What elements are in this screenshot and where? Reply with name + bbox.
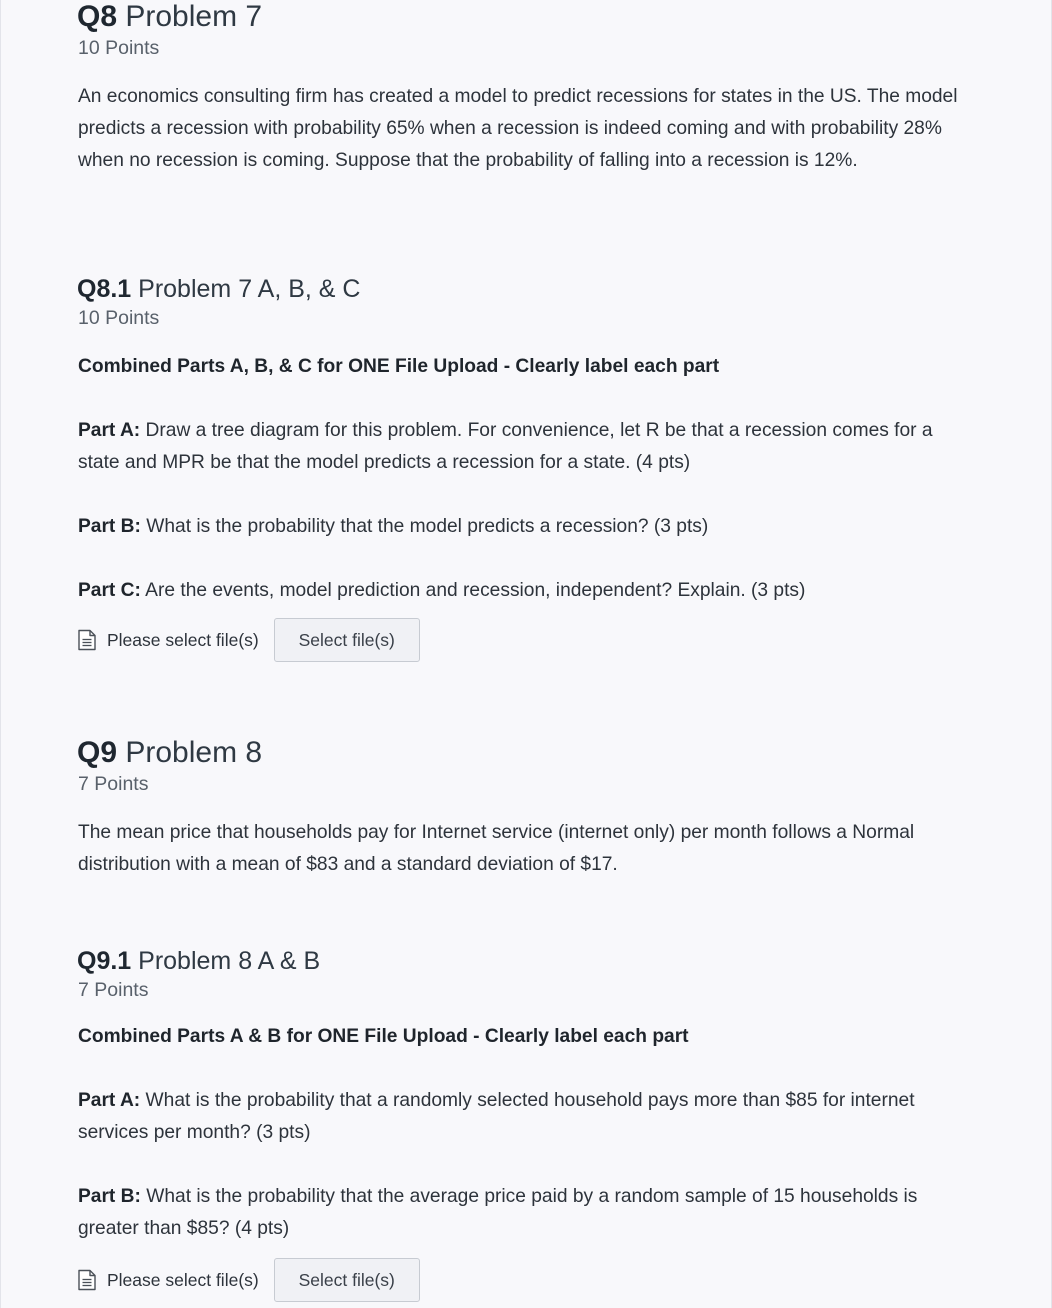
part-a-text: Draw a tree diagram for this problem. For convenience, let R be that a recession comes for a state and MPR be that the model predicts a recession for a state. (4 pts) <box>78 420 933 473</box>
part-a-label: Part A: <box>78 1090 141 1111</box>
question-heading-q8 <box>77 0 262 34</box>
question-number: Q9 <box>77 736 118 769</box>
question-heading-q8-1 <box>77 275 360 304</box>
question-description: The mean price that households pay for Internet service (internet only) per month follows a Normal distribution with a mean of $83 and a standard deviation of $17. <box>78 822 915 875</box>
question-number: Q9.1 <box>77 947 132 975</box>
select-files-button[interactable]: Select file(s) <box>274 1258 420 1302</box>
question-heading-q9 <box>77 736 262 770</box>
question-points: 10 Points <box>78 307 160 329</box>
part-a-label: Part A: <box>78 420 141 441</box>
file-upload-q8-1 <box>77 618 420 662</box>
file-icon <box>77 629 97 651</box>
part-a-text: What is the probability that a randomly selected household pays more than $85 for internet services per month? (3 pts) <box>78 1090 915 1143</box>
part-b-text: What is the probability that the average price paid by a random sample of 15 households is greater than $85? (4 pts) <box>78 1186 918 1239</box>
file-icon <box>77 1269 97 1291</box>
question-title: Problem 7 <box>125 0 263 33</box>
upload-label: Please select file(s) <box>107 1269 259 1290</box>
part-c-prompt <box>78 575 978 607</box>
file-upload-q9-1 <box>77 1258 420 1302</box>
question-points: 10 Points <box>78 37 160 59</box>
upload-instruction: Combined Parts A & B for ONE File Upload - Clearly label each part <box>78 1026 689 1047</box>
part-b-label: Part B: <box>78 1186 141 1207</box>
part-a-prompt <box>78 415 978 479</box>
question-description: An economics consulting firm has created a model to predict recessions for states in the US. The model predicts a recession with probability 65% when a recession is indeed coming and with probability 28% when no recession is coming. Suppose that the probability of falling into a recession is 12%. <box>78 86 958 171</box>
part-b-prompt <box>78 511 978 543</box>
question-heading-q9-1 <box>77 947 320 976</box>
question-number: Q8.1 <box>77 275 132 303</box>
upload-instruction: Combined Parts A, B, & C for ONE File Upload - Clearly label each part <box>78 356 720 377</box>
part-c-text: Are the events, model prediction and recession, independent? Explain. (3 pts) <box>140 580 806 601</box>
question-points: 7 Points <box>78 773 149 795</box>
select-files-button[interactable]: Select file(s) <box>274 618 420 662</box>
question-points: 7 Points <box>78 979 149 1001</box>
part-b-text: What is the probability that the model predicts a recession? (3 pts) <box>140 516 709 537</box>
question-title: Problem 8 A & B <box>138 947 321 975</box>
part-a-prompt <box>78 1085 978 1149</box>
upload-label: Please select file(s) <box>107 629 259 650</box>
part-c-label: Part C: <box>78 580 141 601</box>
question-title: Problem 8 <box>125 736 263 769</box>
part-b-prompt <box>78 1181 978 1245</box>
question-number: Q8 <box>77 0 118 33</box>
question-title: Problem 7 A, B, & C <box>138 275 361 303</box>
part-b-label: Part B: <box>78 516 141 537</box>
